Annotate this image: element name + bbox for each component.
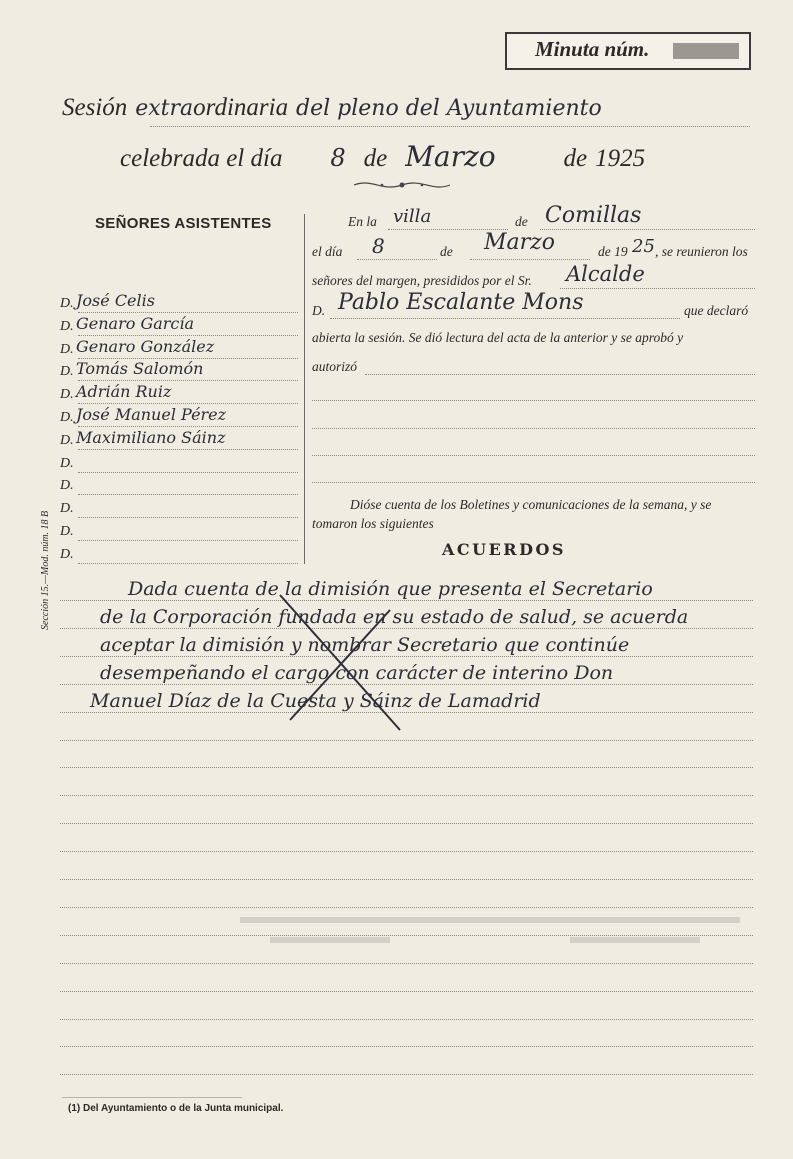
attendee-prefix: D. bbox=[60, 296, 74, 311]
attendee-prefix: D. bbox=[60, 387, 74, 403]
acuerdos-rule bbox=[60, 1074, 753, 1075]
rule bbox=[312, 455, 755, 456]
preamble-year-hw: 25 bbox=[632, 236, 655, 257]
acuerdos-rule bbox=[60, 795, 753, 796]
attendee-name: Tomás Salomón bbox=[76, 359, 204, 379]
rule bbox=[312, 482, 755, 483]
attendee-rule bbox=[78, 472, 298, 473]
acuerdo-handwritten-line: Dada cuenta de la dimisión que presenta el Secretario bbox=[128, 578, 653, 600]
preamble-month-hw: Marzo bbox=[484, 230, 555, 255]
bleed-through-text bbox=[240, 905, 750, 995]
footnote-rule bbox=[62, 1097, 242, 1098]
attendee-rule bbox=[78, 563, 298, 564]
preamble-boletines-1: Dióse cuenta de los Boletines y comunicaciones de la semana, y se bbox=[350, 497, 712, 512]
attendee-rule bbox=[78, 449, 298, 450]
rule bbox=[357, 259, 437, 260]
preamble-town-hw: Comillas bbox=[545, 203, 642, 228]
day-handwritten: 8 bbox=[330, 144, 346, 172]
preamble-boletines-2: tomaron los siguientes bbox=[312, 516, 434, 531]
session-title-line bbox=[62, 92, 602, 122]
attendee-prefix: D. bbox=[60, 432, 74, 448]
attendee-name: Adrián Ruiz bbox=[76, 382, 172, 402]
attendee-name: José Celis bbox=[76, 291, 155, 310]
acuerdos-rule bbox=[60, 879, 753, 880]
rule bbox=[560, 288, 755, 289]
attendee-prefix: D. bbox=[60, 364, 74, 380]
rule bbox=[470, 259, 590, 260]
attendee-prefix: D. bbox=[60, 341, 74, 357]
attendee-prefix: D. bbox=[60, 501, 74, 517]
session-body-handwritten: del pleno del Ayuntamiento bbox=[296, 96, 602, 121]
preamble-d-prefix: D. bbox=[312, 303, 326, 318]
session-word: Sesión bbox=[62, 94, 128, 121]
preamble-reunieron: , se reunieron los bbox=[655, 244, 748, 259]
form-model-print: Sección 15.—Mod. núm. 18 B bbox=[40, 510, 51, 630]
attendee-name: Maximiliano Sáinz bbox=[76, 427, 226, 447]
attendee-prefix: D. bbox=[60, 455, 74, 471]
acuerdos-rule bbox=[60, 823, 753, 824]
celebrada-line bbox=[120, 140, 645, 173]
preamble-villa-hw: villa bbox=[393, 206, 432, 227]
attendee-rule bbox=[78, 517, 298, 518]
preamble-de: de bbox=[515, 214, 528, 229]
minuta-number-field bbox=[673, 43, 739, 59]
preamble-de-2: de bbox=[440, 244, 453, 259]
attendee-prefix: D. bbox=[60, 524, 74, 539]
acuerdos-title: ACUERDOS bbox=[442, 540, 566, 559]
session-year: 1925 bbox=[595, 145, 646, 172]
attendee-name: Genaro González bbox=[76, 336, 215, 356]
attendee-name: Genaro García bbox=[76, 313, 195, 333]
month-handwritten: Marzo bbox=[405, 140, 496, 173]
asistentes-heading: SEÑORES ASISTENTES bbox=[95, 215, 272, 232]
attendee-rule bbox=[78, 540, 298, 541]
minuta-label: Minuta núm. bbox=[535, 37, 650, 61]
de-word-2: de bbox=[563, 145, 588, 172]
preamble-abierta: abierta la sesión. Se dió lectura del acta de la anterior y se aprobó y bbox=[312, 330, 684, 345]
preamble-day-hw: 8 bbox=[372, 234, 385, 258]
preamble-de-year: de 19 bbox=[598, 244, 628, 259]
preamble-autorizo: autorizó bbox=[312, 359, 358, 374]
ornament-flourish bbox=[352, 178, 452, 192]
attendee-rule bbox=[78, 494, 298, 495]
rule bbox=[312, 428, 755, 429]
acuerdo-handwritten-line: de la Corporación fundada en su estado de salud, se acuerda bbox=[100, 605, 689, 628]
rule bbox=[312, 400, 755, 401]
attendee-prefix: D. bbox=[60, 318, 74, 334]
attendee-prefix: D. bbox=[60, 478, 74, 494]
rule bbox=[330, 318, 680, 319]
footnote: (1) Del Ayuntamiento o de la Junta municipal. bbox=[68, 1103, 284, 1114]
acuerdo-handwritten-line: desempeñando el cargo con carácter de interino Don bbox=[100, 661, 614, 684]
attendee-prefix: D. bbox=[60, 410, 74, 425]
preamble-alcalde-name-hw: Pablo Escalante Mons bbox=[338, 290, 584, 315]
rule bbox=[365, 374, 755, 375]
rule bbox=[540, 229, 755, 230]
de-word: de bbox=[363, 145, 388, 172]
session-extra-handwritten: extra bbox=[135, 96, 194, 121]
attendee-prefix: D. bbox=[60, 546, 74, 562]
attendee-name: José Manuel Pérez bbox=[76, 405, 227, 424]
acuerdos-rule bbox=[60, 1019, 753, 1020]
preamble-en-la: En la bbox=[348, 214, 377, 229]
acuerdos-rule bbox=[60, 851, 753, 852]
session-ordinaria: ordinaria bbox=[193, 94, 289, 121]
preamble-presidente-hw: Alcalde bbox=[566, 262, 645, 286]
acuerdos-rule bbox=[60, 1046, 753, 1047]
session-rule bbox=[150, 126, 750, 127]
cross-out-mark bbox=[270, 590, 410, 740]
preamble-margen: señores del margen, presididos por el Sr. bbox=[312, 273, 532, 288]
acuerdo-handwritten-line: aceptar la dimisión y nombrar Secretario que continúe bbox=[100, 633, 630, 656]
column-divider bbox=[304, 214, 305, 564]
celebrada-text: celebrada el día bbox=[120, 145, 283, 172]
preamble-el-dia: el día bbox=[312, 244, 343, 259]
acuerdos-rule bbox=[60, 767, 753, 768]
preamble-declaro: que declaró bbox=[684, 303, 749, 318]
acuerdo-handwritten-line: Manuel Díaz de la Cuesta y Sáinz de Lamadrid bbox=[90, 689, 541, 712]
